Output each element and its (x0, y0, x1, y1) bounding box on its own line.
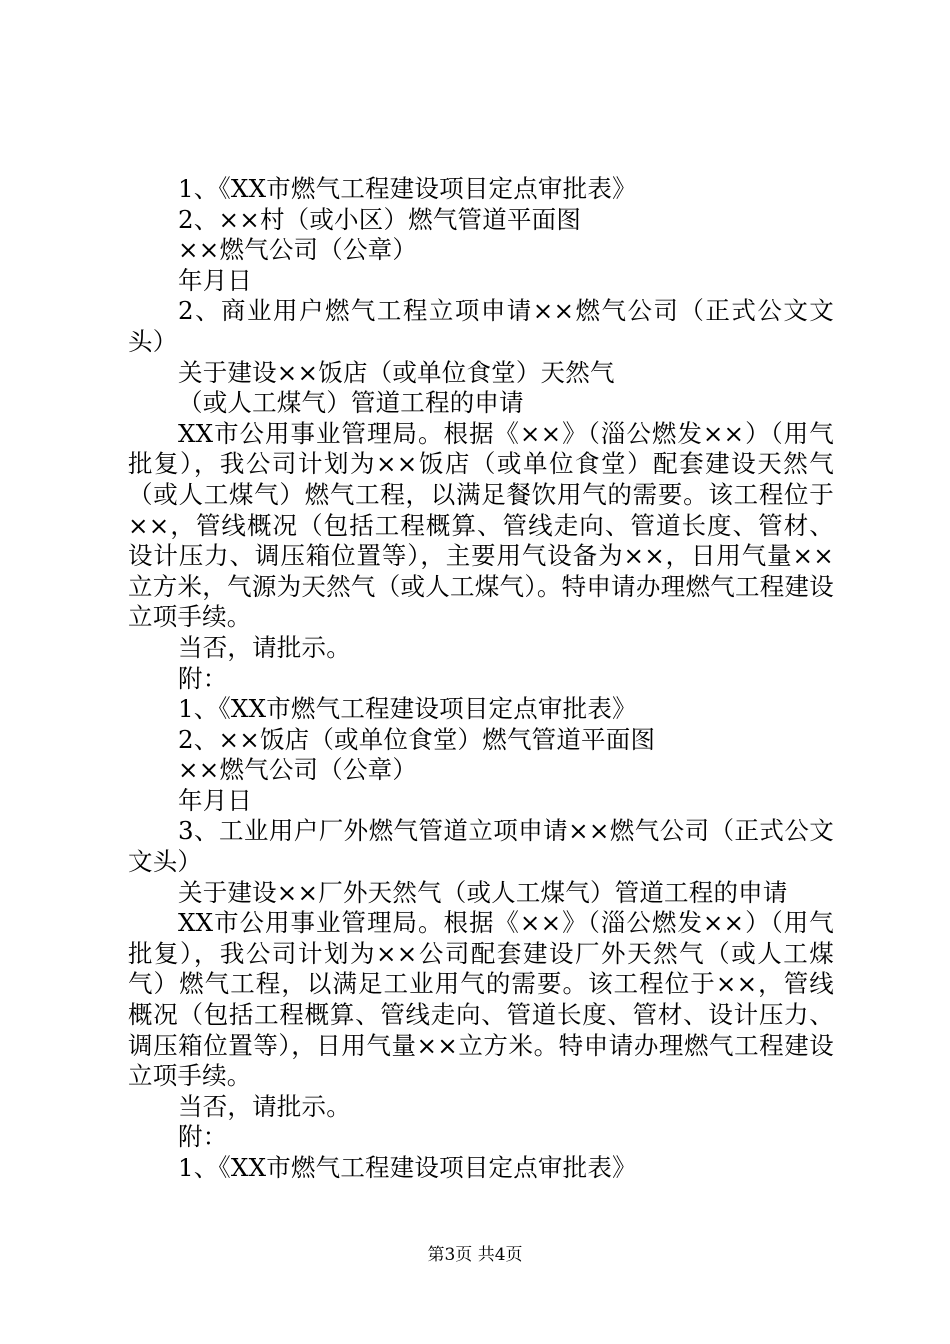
attachment-item: 1、《XX市燃气工程建设项目定点审批表》 (178, 174, 637, 203)
section-heading: 3、工业用户厂外燃气管道立项申请××燃气公司（正式公文文头） (128, 816, 834, 877)
date-line: 年月日 (178, 265, 253, 295)
company-seal-line: ××燃气公司（公章） (178, 235, 418, 265)
date-line: 年月日 (178, 785, 253, 815)
attachment-item: 1、《XX市燃气工程建设项目定点审批表》 (178, 694, 637, 724)
application-title: 关于建设××厂外天然气（或人工煤气）管道工程的申请 (178, 877, 788, 907)
application-title: （或人工煤气）管道工程的申请 (178, 388, 524, 418)
body-paragraph: XX市公用事业管理局。根据《××》（淄公燃发××）（用气批复），我公司计划为××饭店（或单位食堂）配套建设天然气（或人工煤气）燃气工程，以满足餐饮用气的需要。该工程位于××，管线概况（包括工程概算、管线走向、管道长度、管材、设计压力、调压箱位置等），主要用气设备为××，日用气量××立方米，气源为天然气（或人工煤气）。特申请办理燃气工程建设立项手续。 (128, 418, 834, 632)
body-paragraph: XX市公用事业管理局。根据《××》（淄公燃发××）（用气批复），我公司计划为××公司配套建设厂外天然气（或人工煤气）燃气工程，以满足工业用气的需要。该工程位于××，管线概况（包括工程概算、管线走向、管道长度、管材、设计压力、调压箱位置等），日用气量××立方米。特申请办理燃气工程建设立项手续。 (128, 908, 834, 1091)
attachment-label: 附： (178, 663, 228, 693)
application-title: 关于建设××饭店（或单位食堂）天然气 (178, 357, 615, 387)
attachment-item: 2、××村（或小区）燃气管道平面图 (178, 204, 582, 234)
company-seal-line: ××燃气公司（公章） (178, 755, 418, 785)
attachment-item: 2、××饭店（或单位食堂）燃气管道平面图 (178, 724, 656, 754)
section-heading: 2、商业用户燃气工程立项申请××燃气公司（正式公文文头） (128, 296, 834, 356)
attachment-item: 1、《XX市燃气工程建设项目定点审批表》 (178, 1153, 637, 1182)
request-line: 当否，请批示。 (178, 632, 351, 662)
attachment-label: 附： (178, 1122, 228, 1152)
page-number: 第3页 共4页 (427, 1245, 523, 1265)
document-body (128, 174, 834, 1184)
request-line: 当否，请批示。 (178, 1091, 351, 1121)
